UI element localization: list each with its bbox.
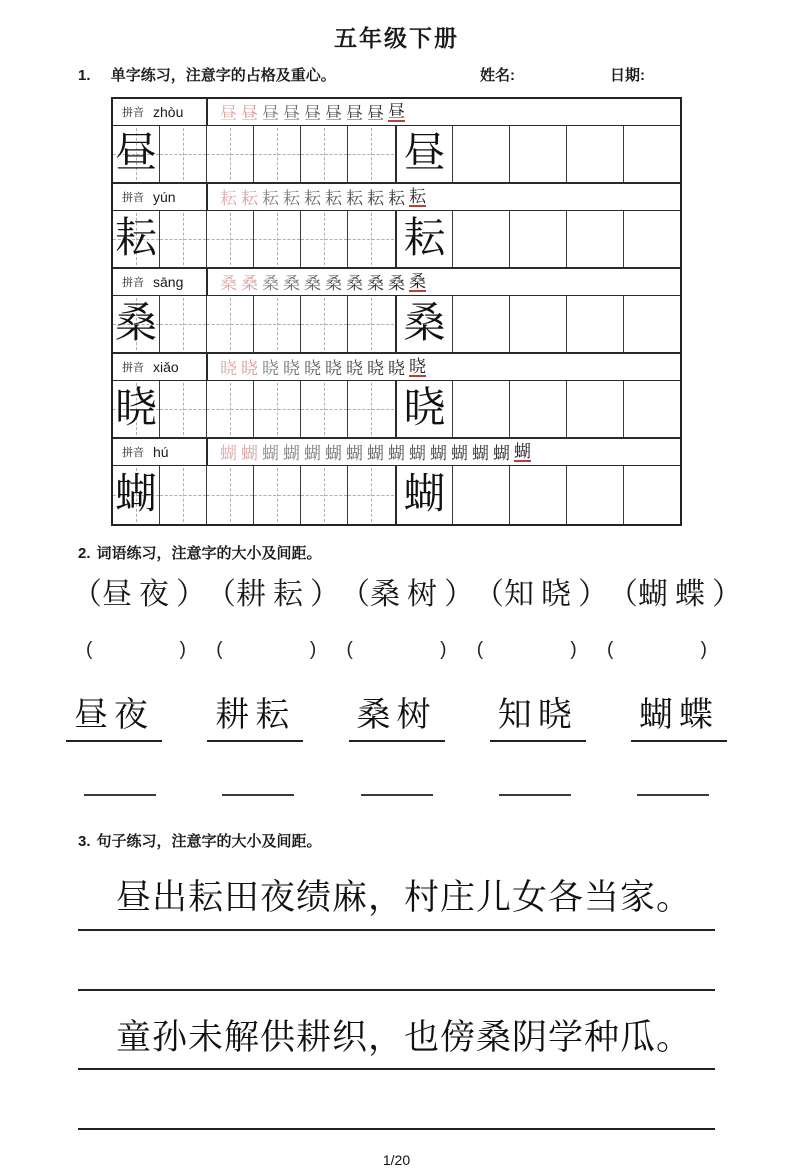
grid-row-pair <box>113 439 680 524</box>
plain-half <box>397 466 681 524</box>
paren-blank <box>216 639 316 661</box>
stroke-step: 昼 <box>262 103 279 123</box>
empty-cell <box>624 466 680 524</box>
example-character-cell <box>113 466 160 524</box>
word-group <box>608 573 742 617</box>
stroke-step: 蝴 <box>409 443 426 463</box>
stroke-step: 昼 <box>367 103 384 123</box>
stroke-step: 桑 <box>304 273 321 293</box>
example-character-cell <box>397 381 454 437</box>
example-character: 昼 <box>403 131 446 177</box>
practice-cell <box>254 381 301 437</box>
pinyin-row <box>113 439 680 466</box>
guided-half <box>113 126 397 182</box>
stroke-order-sequence <box>208 443 680 462</box>
stroke-step: 桑 <box>346 273 363 293</box>
practice-cell <box>301 211 348 267</box>
example-character: 蝴 <box>115 472 158 518</box>
pinyin-row <box>113 269 680 296</box>
stroke-step: 昼 <box>346 103 363 123</box>
guided-half <box>113 211 397 267</box>
blank-underline <box>637 786 709 796</box>
stroke-step: 蝴 <box>262 443 279 463</box>
word-text: 蝴蝶 <box>638 578 712 611</box>
practice-cell <box>254 126 301 182</box>
pinyin-row <box>113 99 680 126</box>
underlined-word: 知晓 <box>490 695 586 743</box>
word-group <box>72 573 206 617</box>
word-group <box>206 573 340 617</box>
stroke-step: 蝴 <box>493 443 510 463</box>
name-label: 姓名: <box>480 67 515 84</box>
practice-grid <box>111 97 682 526</box>
stroke-step: 昼 <box>241 103 258 123</box>
example-character-cell <box>113 296 160 352</box>
stroke-step: 耘 <box>220 188 237 208</box>
word-group <box>340 573 474 617</box>
example-character-cell <box>397 126 454 182</box>
plain-half <box>397 126 681 182</box>
stroke-order-sequence <box>208 103 680 122</box>
stroke-order-sequence <box>208 358 680 377</box>
empty-cell <box>567 381 624 437</box>
sentence-line: 童孙未解供耕织，也傍桑阴学种瓜。 <box>78 1009 715 1071</box>
stroke-step: 昼 <box>325 103 342 123</box>
word-text: 桑树 <box>370 578 444 611</box>
empty-cell <box>624 381 680 437</box>
paren-blank <box>607 639 707 661</box>
blank-underline <box>499 786 571 796</box>
empty-cell <box>624 126 680 182</box>
empty-paren-row <box>86 639 707 661</box>
stroke-step: 耘 <box>409 186 426 206</box>
practice-cell <box>348 381 394 437</box>
word-text: 昼夜 <box>102 578 176 611</box>
pinyin-row <box>113 354 680 381</box>
stroke-step: 晓 <box>367 358 384 378</box>
stroke-step: 蝴 <box>451 443 468 463</box>
plain-half <box>397 381 681 437</box>
stroke-step: 蝴 <box>388 443 405 463</box>
practice-cell <box>254 296 301 352</box>
practice-cell <box>207 126 254 182</box>
empty-cell <box>510 211 567 267</box>
character-row <box>113 381 680 439</box>
stroke-step: 桑 <box>220 273 237 293</box>
practice-cell <box>207 466 254 524</box>
pinyin-label: 拼音 <box>122 447 144 459</box>
stroke-order-sequence <box>208 188 680 207</box>
pinyin-label: 拼音 <box>122 192 144 204</box>
example-character: 晓 <box>115 386 158 432</box>
blank-sentence-line <box>78 949 715 991</box>
paren-blank <box>86 639 186 661</box>
stroke-step: 桑 <box>409 271 426 291</box>
word-group <box>474 573 608 617</box>
section-3-header <box>78 830 793 851</box>
practice-cell <box>348 296 394 352</box>
example-character: 晓 <box>403 386 446 432</box>
practice-cell <box>254 211 301 267</box>
pinyin-label: 拼音 <box>122 362 144 374</box>
stroke-step: 蝴 <box>472 443 489 463</box>
empty-cell <box>453 211 510 267</box>
example-character-cell <box>113 126 160 182</box>
empty-cell <box>453 381 510 437</box>
stroke-step: 桑 <box>388 273 405 293</box>
character-row <box>113 211 680 269</box>
paren-blank <box>347 639 447 661</box>
stroke-step: 耘 <box>262 188 279 208</box>
section-1-number: 1. <box>78 67 91 84</box>
stroke-step: 耘 <box>346 188 363 208</box>
date-label: 日期: <box>610 67 645 84</box>
stroke-step: 耘 <box>367 188 384 208</box>
word-text: 知晓 <box>504 578 578 611</box>
stroke-step: 桑 <box>241 273 258 293</box>
pinyin-cell <box>113 439 208 465</box>
practice-cell <box>348 211 394 267</box>
underlined-word: 耕耘 <box>207 695 303 743</box>
sentence-line: 昼出耘田夜绩麻，村庄儿女各当家。 <box>78 869 715 931</box>
empty-cell <box>567 466 624 524</box>
pinyin-cell <box>113 269 208 295</box>
stroke-step: 晓 <box>241 358 258 378</box>
practice-cell <box>160 211 207 267</box>
empty-cell <box>624 211 680 267</box>
stroke-step: 昼 <box>283 103 300 123</box>
example-character-cell <box>397 211 454 267</box>
example-character: 昼 <box>115 131 158 177</box>
blank-sentence-line <box>78 1088 715 1130</box>
stroke-step: 耘 <box>388 188 405 208</box>
empty-cell <box>567 126 624 182</box>
practice-cell <box>348 126 394 182</box>
pinyin-value: xiǎo <box>153 359 179 375</box>
practice-cell <box>160 381 207 437</box>
blank-underline <box>84 786 156 796</box>
pinyin-value: zhòu <box>153 104 184 120</box>
example-character-cell <box>397 296 454 352</box>
plain-half <box>397 211 681 267</box>
underlined-word: 昼夜 <box>66 695 162 743</box>
stroke-step: 蝴 <box>430 443 447 463</box>
stroke-step: 晓 <box>325 358 342 378</box>
stroke-step: 晓 <box>409 356 426 376</box>
stroke-step: 蝴 <box>304 443 321 463</box>
stroke-step: 耘 <box>241 188 258 208</box>
stroke-step: 蝴 <box>514 441 531 461</box>
pinyin-value: sāng <box>153 274 184 290</box>
stroke-step: 晓 <box>283 358 300 378</box>
example-character: 蝴 <box>403 472 446 518</box>
word-text: 耕耘 <box>236 578 310 611</box>
practice-cell <box>160 126 207 182</box>
empty-cell <box>453 296 510 352</box>
grid-row-pair <box>113 184 680 269</box>
stroke-step: 昼 <box>304 103 321 123</box>
pinyin-value: hú <box>153 444 169 460</box>
grid-row-pair <box>113 269 680 354</box>
stroke-step: 蝴 <box>241 443 258 463</box>
example-character: 耘 <box>115 216 158 262</box>
empty-cell <box>567 211 624 267</box>
plain-half <box>397 296 681 352</box>
practice-cell <box>301 381 348 437</box>
example-character-cell <box>113 211 160 267</box>
empty-cell <box>510 381 567 437</box>
blank-underline-row <box>84 786 709 796</box>
stroke-step: 桑 <box>262 273 279 293</box>
pinyin-row <box>113 184 680 211</box>
page-title: 五年级下册 <box>334 25 459 51</box>
example-character: 桑 <box>403 301 446 347</box>
stroke-step: 晓 <box>262 358 279 378</box>
stroke-step: 晓 <box>388 358 405 378</box>
practice-cell <box>207 296 254 352</box>
practice-cell <box>254 466 301 524</box>
character-row <box>113 126 680 184</box>
example-character-cell <box>397 466 454 524</box>
practice-cell <box>301 466 348 524</box>
word-paren-row <box>72 573 721 617</box>
stroke-step: 耘 <box>325 188 342 208</box>
section-3-label: 句子练习，注意字的大小及间距。 <box>96 833 322 850</box>
pinyin-label: 拼音 <box>122 277 144 289</box>
grid-row-pair <box>113 99 680 184</box>
stroke-step: 晓 <box>346 358 363 378</box>
stroke-step: 蝴 <box>220 443 237 463</box>
practice-cell <box>207 381 254 437</box>
example-character: 耘 <box>403 216 446 262</box>
guided-half <box>113 466 397 524</box>
practice-cell <box>301 126 348 182</box>
stroke-step: 晓 <box>304 358 321 378</box>
page-number: 1/20 <box>382 1152 411 1168</box>
section-1-label: 单字练习，注意字的占格及重心。 <box>110 67 336 84</box>
paren-blank <box>477 639 577 661</box>
underlined-word: 桑树 <box>349 695 445 743</box>
word-underline-row <box>66 695 727 743</box>
section-3-number: 3. <box>78 833 91 850</box>
stroke-step: 晓 <box>220 358 237 378</box>
pinyin-cell <box>113 184 208 210</box>
character-row <box>113 466 680 524</box>
empty-cell <box>567 296 624 352</box>
pinyin-cell <box>113 354 208 380</box>
stroke-step: 蝴 <box>283 443 300 463</box>
blank-underline <box>361 786 433 796</box>
stroke-step: 桑 <box>283 273 300 293</box>
stroke-step: 蝴 <box>325 443 342 463</box>
stroke-step: 蝴 <box>346 443 363 463</box>
empty-cell <box>453 466 510 524</box>
guided-half <box>113 296 397 352</box>
empty-cell <box>624 296 680 352</box>
section-2-number: 2. <box>78 545 91 562</box>
stroke-order-sequence <box>208 273 680 292</box>
practice-cell <box>160 466 207 524</box>
character-row <box>113 296 680 354</box>
stroke-step: 桑 <box>367 273 384 293</box>
section-2-label: 词语练习，注意字的大小及间距。 <box>96 545 322 562</box>
practice-cell <box>301 296 348 352</box>
example-character-cell <box>113 381 160 437</box>
stroke-step: 昼 <box>388 101 405 121</box>
stroke-step: 耘 <box>283 188 300 208</box>
empty-cell <box>453 126 510 182</box>
underlined-word: 蝴蝶 <box>631 695 727 743</box>
pinyin-cell <box>113 99 208 125</box>
stroke-step: 蝴 <box>367 443 384 463</box>
stroke-step: 耘 <box>304 188 321 208</box>
grid-row-pair <box>113 354 680 439</box>
stroke-step: 昼 <box>220 103 237 123</box>
pinyin-label: 拼音 <box>122 107 144 119</box>
practice-cell <box>348 466 394 524</box>
guided-half <box>113 381 397 437</box>
empty-cell <box>510 466 567 524</box>
empty-cell <box>510 126 567 182</box>
stroke-step: 桑 <box>325 273 342 293</box>
practice-cell <box>160 296 207 352</box>
section-2-header <box>78 542 793 563</box>
section-1-header <box>78 64 715 85</box>
practice-cell <box>207 211 254 267</box>
empty-cell <box>510 296 567 352</box>
pinyin-value: yún <box>153 189 176 205</box>
example-character: 桑 <box>115 301 158 347</box>
blank-underline <box>222 786 294 796</box>
